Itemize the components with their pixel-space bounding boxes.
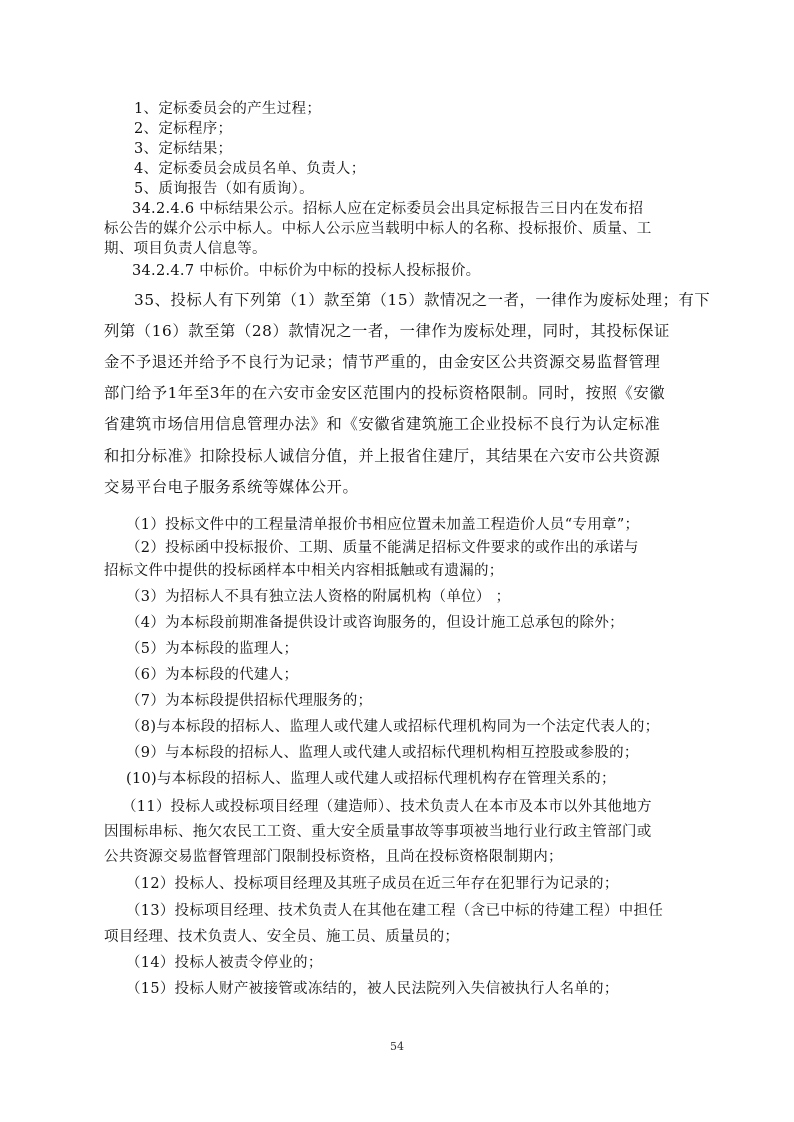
clause-34-2-4-6-line-1: 34.2.4.6 中标结果公示。招标人应在定标委员会出具定标报告三日内在发布招 [132, 201, 644, 217]
item-13-line-1: （13）投标项目经理、技术负责人在其他在建工程（含已中标的待建工程）中担任 [126, 903, 664, 919]
clause-35-line-1: 35、投标人有下列第（1）款至第（15）款情况之一者，一律作为废标处理；有下 [134, 291, 711, 309]
item-8: （8)与本标段的招标人、监理人或代建人或招标代理机构同为一个法定代表人的； [126, 719, 660, 735]
item-10: (10)与本标段的招标人、监理人或代建人或招标代理机构存在管理关系的； [126, 771, 616, 787]
clause-34-2-4-7: 34.2.4.7 中标价。中标价为中标的投标人投标报价。 [132, 263, 481, 279]
clause-35-line-7: 交易平台电子服务系统等媒体公开。 [104, 478, 359, 496]
clause-35-line-4: 部门给予1年至3年的在六安市金安区范围内的投标资格限制。同时，按照《安徽 [104, 384, 666, 402]
item-11-line-3: 公共资源交易监督管理部门限制投标资格，且尚在投标资格限制期内； [104, 849, 563, 865]
criteria-item-3: 3、定标结果； [134, 141, 233, 157]
item-15: （15）投标人财产被接管或冻结的，被人民法院列入失信被执行人名单的； [126, 981, 619, 997]
item-12: （12）投标人、投标项目经理及其班子成员在近三年存在犯罪行为记录的； [126, 876, 619, 892]
criteria-item-5: 5、质询报告（如有质询）。 [134, 181, 314, 197]
clause-34-2-4-6-line-2: 标公告的媒介公示中标人。中标人公示应当载明中标人的名称、投标报价、质量、工 [104, 221, 652, 237]
item-13-line-2: 项目经理、技术负责人、安全员、施工员、质量员的； [104, 929, 460, 945]
clause-35-line-2: 列第（16）款至第（28）款情况之一者，一律作为废标处理，同时，其投标保证 [104, 322, 670, 340]
criteria-item-4: 4、定标委员会成员名单、负责人； [134, 161, 366, 177]
clause-35-line-6: 和扣分标准》扣除投标人诚信分值，并上报省住建厅，其结果在六安市公共资源 [104, 447, 661, 465]
item-1: （1）投标文件中的工程量清单报价书相应位置未加盖工程造价人员“专用章”； [126, 517, 640, 533]
clause-34-2-4-6-line-3: 期、项目负责人信息等。 [104, 241, 267, 257]
item-14: （14）投标人被责令停业的； [126, 955, 323, 971]
item-2-line-1: （2）投标函中投标报价、工期、质量不能满足招标文件要求的或作出的承诺与 [126, 540, 639, 556]
page-number: 54 [390, 1040, 404, 1053]
criteria-item-2: 2、定标程序； [134, 121, 233, 137]
item-4: （4）为本标段前期准备提供设计或咨询服务的，但设计施工总承包的除外； [126, 615, 624, 631]
item-2-line-2: 招标文件中提供的投标函样本中相关内容相抵触或有遗漏的； [104, 563, 504, 579]
item-11-line-2: 因围标串标、拖欠农民工工资、重大安全质量事故等事项被当地行业行政主管部门或 [104, 824, 652, 840]
item-6: （6）为本标段的代建人； [126, 667, 299, 683]
clause-35-line-3: 金不予退还并给予不良行为记录；情节严重的，由金安区公共资源交易监督管理 [104, 353, 661, 371]
criteria-item-1: 1、定标委员会的产生过程； [134, 101, 322, 117]
item-7: （7）为本标段提供招标代理服务的； [126, 693, 373, 709]
item-9: （9）与本标段的招标人、监理人或代建人或招标代理机构相互控股或参股的； [126, 745, 639, 761]
item-3: （3）为招标人不具有独立法人资格的附属机构（单位） ； [126, 589, 511, 605]
item-5: （5）为本标段的监理人； [126, 641, 299, 657]
clause-35-line-5: 省建筑市场信用信息管理办法》和《安徽省建筑施工企业投标不良行为认定标准 [104, 415, 661, 433]
item-11-line-1: （11）投标人或投标项目经理（建造师）、技术负责人在本市及本市以外其他地方 [122, 799, 652, 815]
